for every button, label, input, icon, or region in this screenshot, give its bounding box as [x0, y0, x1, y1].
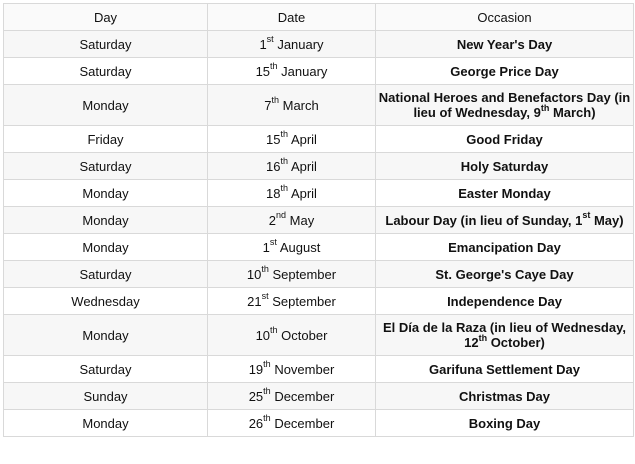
date-number: 7	[264, 97, 272, 113]
day-cell: Monday	[4, 315, 208, 356]
table-row	[4, 288, 634, 315]
occasion-text-end: October)	[487, 335, 545, 350]
date-month: January	[277, 36, 324, 52]
date-ordinal: st	[261, 291, 269, 302]
date-ordinal: th	[263, 413, 271, 424]
date-cell	[208, 410, 376, 437]
holidays-table	[3, 3, 634, 437]
day-cell: Saturday	[4, 261, 208, 288]
date-number: 26	[248, 415, 264, 431]
day-cell: Sunday	[4, 383, 208, 410]
occasion-cell: Christmas Day	[376, 383, 634, 410]
occasion-text: El Día de la Raza (in lieu of Wednesday, 12	[383, 320, 626, 350]
date-month: April	[290, 158, 317, 174]
table-body	[4, 31, 634, 437]
occasion-cell: Garifuna Settlement Day	[376, 356, 634, 383]
table-row	[4, 315, 634, 356]
date-month: May	[289, 212, 315, 228]
date-number: 15	[266, 131, 281, 147]
date-ordinal: th	[280, 183, 289, 194]
date-cell	[208, 234, 376, 261]
table-row	[4, 153, 634, 180]
date-number: 18	[266, 185, 281, 201]
date-month: March	[282, 97, 319, 113]
date-month: October	[281, 327, 328, 343]
date-number: 25	[248, 388, 264, 404]
occasion-cell: New Year's Day	[376, 31, 634, 58]
date-number: 1	[262, 239, 270, 255]
day-cell: Friday	[4, 126, 208, 153]
occasion-ordinal: st	[582, 210, 591, 221]
occasion-cell: Easter Monday	[376, 180, 634, 207]
date-cell	[208, 261, 376, 288]
table-row	[4, 383, 634, 410]
date-ordinal: th	[280, 129, 289, 140]
day-cell: Saturday	[4, 356, 208, 383]
date-number: 19	[248, 361, 264, 377]
occasion-cell: Independence Day	[376, 288, 634, 315]
date-cell	[208, 315, 376, 356]
table-row	[4, 126, 634, 153]
table-header	[4, 4, 634, 31]
occasion-cell: Good Friday	[376, 126, 634, 153]
table-row	[4, 180, 634, 207]
date-ordinal: th	[271, 95, 279, 106]
occasion-cell: St. George's Caye Day	[376, 261, 634, 288]
date-cell	[208, 153, 376, 180]
table-row	[4, 85, 634, 126]
day-cell: Monday	[4, 410, 208, 437]
date-cell	[208, 383, 376, 410]
date-month: April	[290, 185, 317, 201]
occasion-cell	[376, 207, 634, 234]
table-row	[4, 261, 634, 288]
date-number: 15	[255, 63, 271, 79]
header-day: Day	[4, 4, 208, 31]
date-month: April	[290, 131, 317, 147]
date-number: 1	[259, 36, 267, 52]
date-month: January	[281, 63, 328, 79]
date-month: September	[272, 266, 337, 282]
date-ordinal: th	[263, 359, 271, 370]
date-ordinal: th	[280, 156, 289, 167]
day-cell: Monday	[4, 234, 208, 261]
date-cell	[208, 207, 376, 234]
header-date: Date	[208, 4, 376, 31]
table-row	[4, 207, 634, 234]
date-cell	[208, 58, 376, 85]
table-row	[4, 356, 634, 383]
date-ordinal: th	[263, 386, 271, 397]
header-row	[4, 4, 634, 31]
occasion-ordinal: th	[478, 332, 488, 343]
occasion-ordinal: th	[540, 102, 550, 113]
date-month: December	[274, 415, 335, 431]
occasion-cell: Holy Saturday	[376, 153, 634, 180]
day-cell: Monday	[4, 207, 208, 234]
occasion-text: National Heroes and Benefactors Day (in lieu of Wednesday, 9	[378, 90, 631, 120]
date-month: December	[274, 388, 335, 404]
table-row	[4, 31, 634, 58]
date-number: 21	[247, 293, 262, 309]
header-occasion: Occasion	[376, 4, 634, 31]
occasion-cell	[376, 315, 634, 356]
date-cell	[208, 288, 376, 315]
occasion-cell: Boxing Day	[376, 410, 634, 437]
day-cell: Monday	[4, 180, 208, 207]
date-ordinal: nd	[276, 210, 287, 221]
date-ordinal: th	[270, 325, 278, 336]
day-cell: Wednesday	[4, 288, 208, 315]
date-month: September	[272, 293, 336, 309]
date-number: 10	[246, 266, 262, 282]
date-number: 16	[266, 158, 281, 174]
date-number: 2	[268, 212, 277, 228]
table-row	[4, 58, 634, 85]
occasion-text-end: March)	[549, 105, 596, 120]
date-ordinal: st	[269, 237, 277, 248]
day-cell: Saturday	[4, 153, 208, 180]
table-row	[4, 234, 634, 261]
date-month: November	[274, 361, 335, 377]
day-cell: Saturday	[4, 58, 208, 85]
occasion-cell: Emancipation Day	[376, 234, 634, 261]
date-cell	[208, 180, 376, 207]
date-cell	[208, 85, 376, 126]
day-cell: Saturday	[4, 31, 208, 58]
date-cell	[208, 31, 376, 58]
occasion-text: Labour Day (in lieu of Sunday, 1	[385, 212, 583, 228]
occasion-cell: George Price Day	[376, 58, 634, 85]
table-row	[4, 410, 634, 437]
date-number: 10	[255, 327, 271, 343]
day-cell: Monday	[4, 85, 208, 126]
date-month: August	[279, 239, 321, 255]
occasion-cell	[376, 85, 634, 126]
date-cell	[208, 356, 376, 383]
date-ordinal: th	[270, 61, 278, 72]
occasion-text-end: May)	[590, 212, 624, 228]
date-ordinal: st	[266, 34, 274, 45]
date-ordinal: th	[261, 264, 269, 275]
date-cell	[208, 126, 376, 153]
